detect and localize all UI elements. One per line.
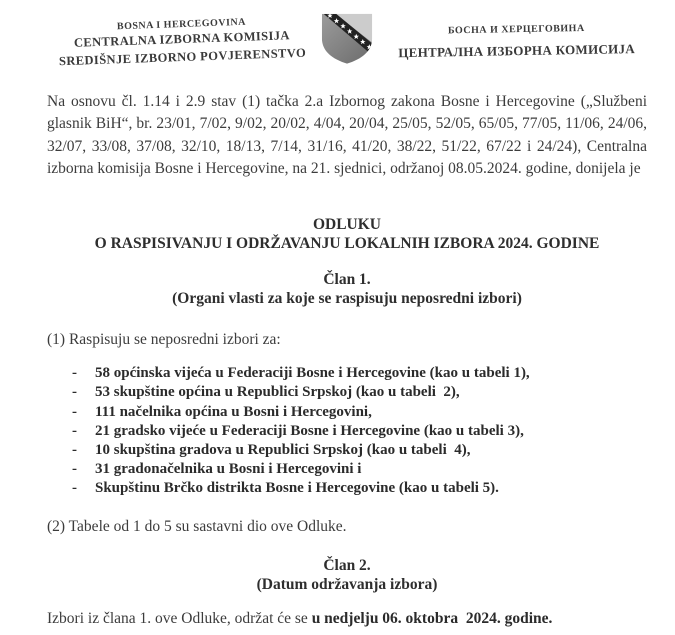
- document-body: [0, 91, 675, 628]
- dash-bullet: -: [72, 480, 77, 497]
- list-item: [47, 422, 647, 441]
- letterhead-org-latin-line1: CENTRALNA IZBORNA KOMISIJA: [73, 27, 291, 50]
- decision-title-line1: ODLUKU: [312, 215, 382, 233]
- list-item-text: Skupštinu Brčko distrikta Bosne i Hercegovine (kao u tabeli 5).: [95, 480, 499, 497]
- list-item: [47, 364, 647, 383]
- dash-bullet: -: [72, 365, 77, 382]
- article2-sentence: [47, 610, 647, 628]
- article1-number: Član 1.: [323, 270, 371, 288]
- letterhead-org-latin-line2: SREDIŠNJE IZBORNO POVJERENSTVO: [58, 45, 307, 68]
- dash-bullet: -: [72, 403, 77, 420]
- preamble-paragraph: Na osnovu čl. 1.14 i 2.9 stav (1) tačka 2.a Izbornog zakona Bosne i Hercegovine („Službeni glasnik BiH“, br. 23/01, 7/02, 9/02, 20/02, 4/04, 20/04, 25/05, 52/05, 65/05, 77/05, 11/06, 24/06, 32/07, 33/08, 37/08, 32/10, 18/13, 7/14, 31/16, 41/20, 38/22, 51/22, 67/22 i 24/24), Centralna izborna komisija Bosne i Hercegovine, na 21. sjednici, održanoj 08.05.2024. godine, donijela je: [47, 93, 647, 178]
- election-bodies-list: [47, 364, 647, 498]
- letterhead-cyrillic-block: [376, 21, 675, 61]
- article2-subheading: (Datum održavanja izbora): [256, 575, 438, 593]
- list-item: [47, 479, 647, 498]
- list-item-text: 53 skupštine općina u Republici Srpskoj (kao u tabeli 2),: [95, 384, 460, 401]
- article1-subheading: (Organi vlasti za koje se raspisuju neposredni izbori): [172, 289, 522, 307]
- list-item-text: 10 skupština gradova u Republici Srpskoj (kao u tabeli 4),: [95, 441, 471, 458]
- list-item-text: 58 općinska vijeća u Federaciji Bosne i Hercegovine (kao u tabeli 1),: [95, 365, 530, 382]
- article1-heading: [47, 270, 647, 308]
- article2-number: Član 2.: [323, 556, 371, 574]
- decision-title-line2: O RASPISIVANJU I ODRŽAVANJU LOKALNIH IZBORA 2024. GODINE: [94, 234, 600, 252]
- bih-coat-of-arms-icon: [320, 13, 376, 70]
- dash-bullet: -: [72, 441, 77, 458]
- letterhead-org-cyrillic-line1: ЦЕНТРАЛНА ИЗБОРНА КОМИСИЈА: [398, 41, 636, 61]
- decision-title: [47, 215, 647, 253]
- dash-bullet: -: [72, 422, 77, 439]
- list-item: [47, 460, 647, 479]
- article1-intro: (1) Raspisuju se neposredni izbori za:: [47, 330, 281, 348]
- list-item-text: 31 gradonačelnika u Bosni i Hercegovini i: [95, 461, 362, 478]
- list-item-text: 111 načelnika općina u Bosni i Hercegovini,: [95, 403, 372, 420]
- dash-bullet: -: [72, 384, 77, 401]
- list-item-text: 21 gradsko vijeće u Federaciji Bosne i Hercegovine (kao u tabeli 3),: [95, 422, 524, 439]
- letterhead-latin-block: [35, 13, 328, 69]
- letterhead: [0, 0, 675, 70]
- article1-closing: (2) Tabele od 1 do 5 su sastavni dio ove Odluke.: [47, 517, 347, 535]
- letterhead-country-latin: BOSNA I HERCEGOVINA: [116, 16, 247, 32]
- article2-sentence-bold: u nedjelju 06. oktobra 2024. godine.: [311, 609, 553, 627]
- letterhead-country-cyrillic: БОСНА И ХЕРЦЕГОВИНА: [447, 22, 585, 37]
- article2-sentence-regular: Izbori iz člana 1. ove Odluke, održat će se: [47, 609, 312, 627]
- dash-bullet: -: [72, 461, 77, 478]
- list-item: [47, 383, 647, 402]
- list-item: [47, 441, 647, 460]
- article2-heading: [47, 556, 647, 594]
- list-item: [47, 403, 647, 422]
